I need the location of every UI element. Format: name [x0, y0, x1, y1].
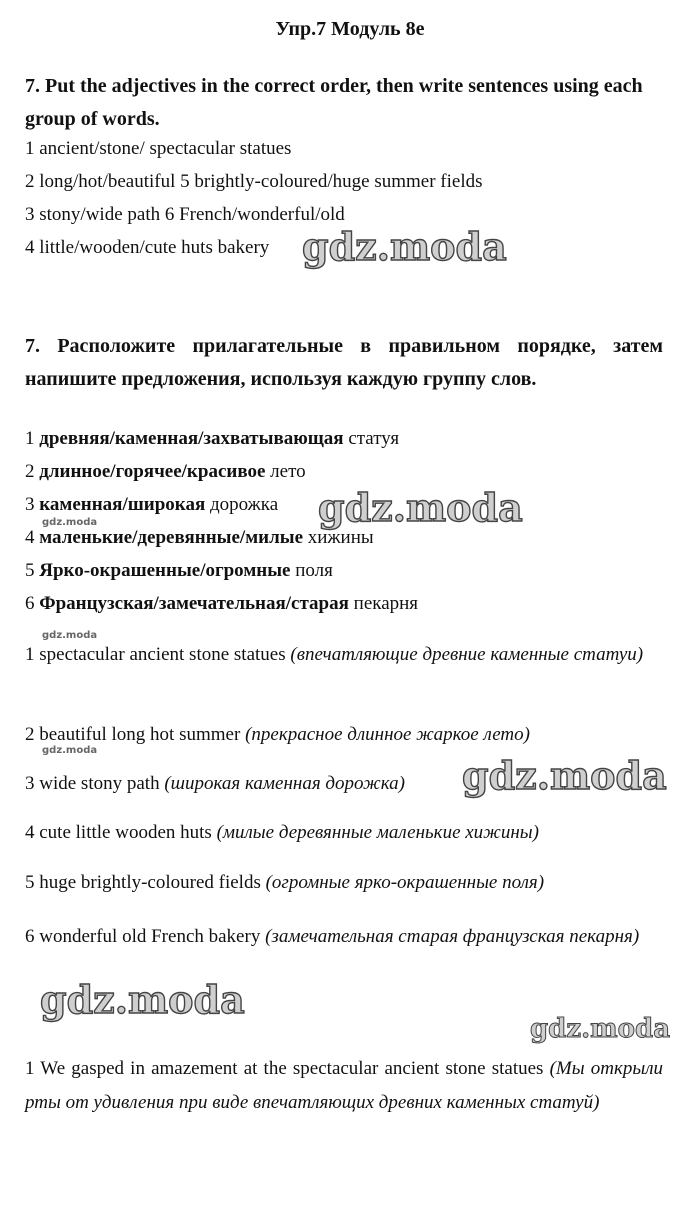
- russian-item-rest: пекарня: [348, 593, 419, 614]
- sentence-text: 1 We gasped in amazement at the spectacular ancient stone statues: [25, 1058, 550, 1079]
- answer-text: 1 spectacular ancient stone statues: [25, 644, 291, 665]
- answer-1: [25, 638, 663, 671]
- answer-text: 3 wide stony path: [25, 773, 165, 794]
- answer-text: 6 wonderful old French bakery: [25, 926, 266, 947]
- watermark-logo: gdz.moda: [318, 485, 523, 530]
- answer-text: 4 cute little wooden huts: [25, 822, 217, 843]
- page-title: Упр.7 Модуль 8е: [275, 18, 425, 40]
- answer-translation: (широкая каменная дорожка): [164, 773, 405, 794]
- answer-translation: (прекрасное длинное жаркое лето): [245, 724, 530, 745]
- watermark-small: gdz.moda: [42, 630, 98, 641]
- english-line-3: 3 stony/wide path 6 French/wonderful/old: [25, 204, 345, 225]
- english-line-4: 4 little/wooden/cute huts bakery: [25, 237, 270, 258]
- answer-4: [25, 822, 539, 844]
- english-line-2: 2 long/hot/beautiful 5 brightly-coloured/huge summer fields: [25, 171, 483, 192]
- answer-translation: (милые деревянные маленькие хижины): [216, 822, 539, 843]
- russian-item-rest: хижины: [303, 527, 374, 548]
- sentence-translation: (Мы открыли рты от удивления при виде впечатляющих древних каменных статуй): [25, 1058, 663, 1113]
- russian-item-bold: каменная/широкая: [39, 494, 206, 515]
- watermark-small: gdz.moda: [42, 517, 98, 528]
- russian-item-bold: длинное/горячее/красивое: [39, 461, 266, 482]
- answer-6: [25, 920, 663, 953]
- watermark-logo: gdz.moda: [530, 1014, 671, 1044]
- watermark-logo: gdz.moda: [462, 753, 667, 798]
- russian-item-6: [25, 593, 418, 615]
- russian-item-bold: древняя/каменная/захватывающая: [39, 428, 344, 449]
- russian-item-5: [25, 560, 333, 582]
- russian-item-rest: статуя: [343, 428, 400, 449]
- answer-3: [25, 773, 405, 795]
- russian-item-rest: дорожка: [205, 494, 279, 515]
- russian-item-bold: Ярко-окрашенные/огромные: [39, 560, 291, 581]
- russian-item-1: [25, 428, 399, 450]
- russian-item-num: 6: [25, 593, 35, 614]
- russian-item-num: 5: [25, 560, 35, 581]
- answer-translation: (впечатляющие древние каменные статуи): [290, 644, 644, 665]
- answer-5: [25, 872, 544, 894]
- watermark-small: gdz.moda: [42, 745, 98, 756]
- english-line-1: 1 ancient/stone/ spectacular statues: [25, 138, 292, 159]
- answer-text: 2 beautiful long hot summer: [25, 724, 246, 745]
- watermark-logo: gdz.moda: [302, 224, 507, 269]
- russian-item-bold: Французская/замечательная/старая: [39, 593, 349, 614]
- answer-translation: (огромные ярко-окрашенные поля): [265, 872, 545, 893]
- russian-item-num: 1: [25, 428, 35, 449]
- russian-item-num: 3: [25, 494, 35, 515]
- russian-item-rest: лето: [265, 461, 306, 482]
- answer-2: [25, 724, 530, 746]
- sentence-1: [25, 1052, 663, 1120]
- russian-item-4: [25, 527, 374, 549]
- english-heading: 7. Put the adjectives in the correct order, then write sentences using each group of words.: [25, 75, 643, 130]
- russian-item-2: [25, 461, 306, 483]
- russian-item-num: 2: [25, 461, 35, 482]
- answer-translation: (замечательная старая французская пекарня): [265, 926, 640, 947]
- answer-text: 5 huge brightly-coloured fields: [25, 872, 266, 893]
- russian-item-num: 4: [25, 527, 35, 548]
- russian-item-rest: поля: [290, 560, 333, 581]
- russian-heading: 7. Расположите прилагательные в правильном порядке, затем напишите предложения, используя каждую группу слов.: [25, 335, 663, 390]
- watermark-logo: gdz.moda: [40, 977, 245, 1022]
- russian-item-bold: маленькие/деревянные/милые: [39, 527, 304, 548]
- russian-item-3: [25, 494, 278, 516]
